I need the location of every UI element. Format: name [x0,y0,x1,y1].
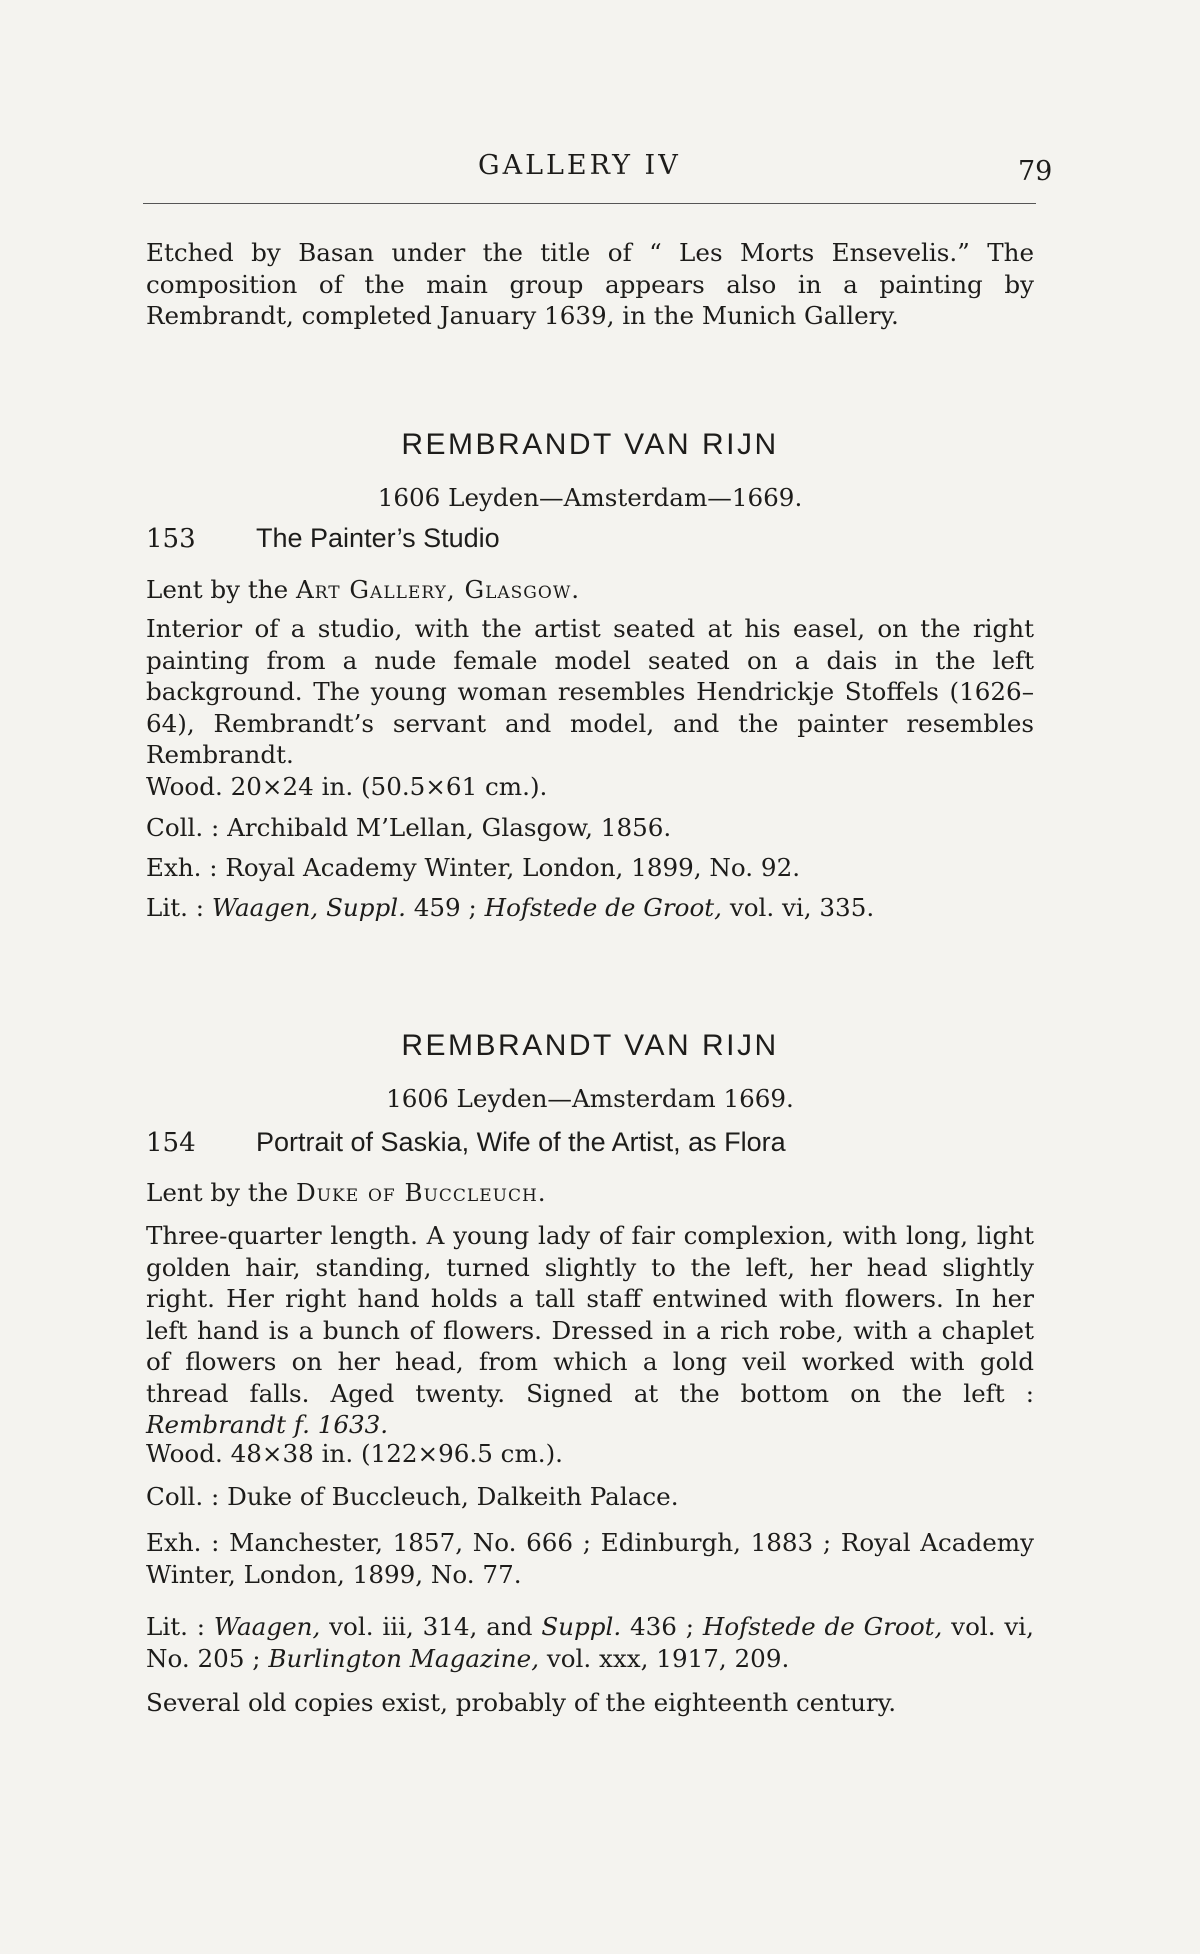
lender-line-153 [146,575,1034,604]
lit-text: 459 ; [405,893,485,922]
lit-text: vol. vi, 335. [722,893,875,922]
intro-paragraph: Etched by Basan under the title of “ Les Morts Ensevelis.” The composition of the main group appears also in a painting by Rembrandt, completed January 1639, in the Munich Gallery. [146,238,1034,330]
entry-title-153 [146,523,1034,554]
note-154: Several old copies exist, probably of the eighteenth century. [146,1688,897,1717]
catalogue-number: 153 [146,524,196,554]
lent-prefix: Lent by the [146,575,296,604]
lit-prefix: Lit. : [146,893,212,922]
medium-154: Wood. 48×38 in. (122×96.5 cm.). [146,1439,564,1468]
lit-ref: Hofstede de Groot, [702,1612,943,1641]
collection-154: Coll. : Duke of Buccleuch, Dalkeith Palace. [146,1482,679,1511]
medium-153: Wood. 20×24 in. (50.5×61 cm.). [146,772,548,801]
lit-ref: Burlington Magazine, [268,1643,540,1673]
catalogue-number: 154 [146,1128,196,1158]
description-text: Three-quarter length. A young lady of fair complexion, with long, light golden hair, standing, turned slightly to the left, her head slightly right. Her right hand holds a tall staff entwined with flowers. In her left hand is a bunch of flowers. Dressed in a rich robe, with a chaplet of flowers on her head, from which a long veil worked with gold thread falls. Aged twenty. Signed at the bottom on the left : [146,1221,1034,1408]
lit-text: 436 ; [621,1612,703,1641]
painting-title: Portrait of Saskia, Wife of the Artist, as Flora [256,1127,786,1157]
lit-text: vol. xxx, 1917, 209. [539,1643,790,1673]
artist-heading-154: REMBRANDT VAN RIJN [401,1029,779,1062]
artist-dates-153: 1606 Leyden—Amsterdam—1669. [377,483,803,512]
page-number: 79 [1018,156,1053,187]
literature-154 [146,1611,1034,1674]
lit-ref: Hofstede de Groot, [484,893,722,922]
artist-dates-154: 1606 Leyden—Amsterdam 1669. [386,1084,794,1113]
lit-text: vol. iii, 314, and [320,1612,542,1641]
literature-153 [146,893,1034,922]
lent-prefix: Lent by the [146,1178,296,1207]
description-153: Interior of a studio, with the artist seated at his easel, on the right painting from a nude female model seated on a dais in the left background. The young woman resembles Hendrickje Stoffels (1626–64), Rembrandt’s servant and model, and the painter resembles Rembrandt. [146,614,1034,769]
lit-text: vol. vi, No. 205 ; [146,1612,1034,1673]
exhibition-154: Exh. : Manchester, 1857, No. 666 ; Edinburgh, 1883 ; Royal Academy Winter, London, 1899, No. 77. [146,1528,1034,1589]
running-head: GALLERY IV [478,150,681,181]
collection-153: Coll. : Archibald M’Lellan, Glasgow, 1856. [146,813,672,842]
lit-ref: Waagen, Suppl. [211,893,406,922]
signature: Rembrandt f. 1633. [146,1410,389,1439]
header-rule [143,203,1036,204]
lit-ref: Suppl. [541,1612,622,1641]
lender-name: Duke of Buccleuch. [295,1178,547,1207]
exhibition-153: Exh. : Royal Academy Winter, London, 1899, No. 92. [146,853,801,882]
lit-ref: Waagen, [213,1612,321,1641]
entry-title-154 [146,1127,1034,1158]
lender-line-154 [146,1178,1034,1207]
artist-heading-153: REMBRANDT VAN RIJN [401,428,779,461]
description-154 [146,1220,1034,1441]
lender-name: Art Gallery, Glasgow. [295,575,581,604]
lit-prefix: Lit. : [146,1612,214,1641]
painting-title: The Painter’s Studio [256,523,500,553]
